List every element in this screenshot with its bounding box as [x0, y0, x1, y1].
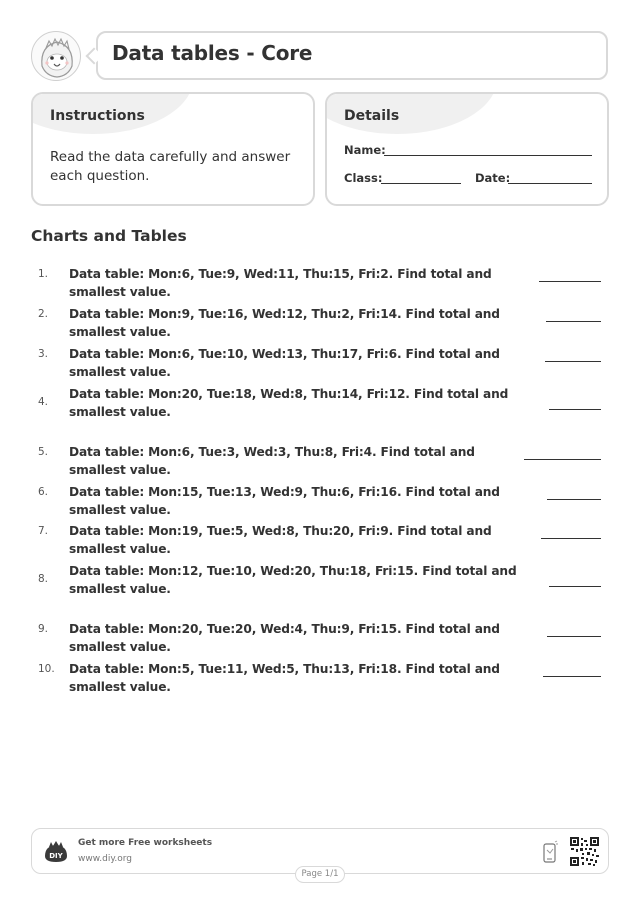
qr-code-icon — [569, 836, 600, 867]
details-heading: Details — [344, 108, 400, 124]
question-item — [31, 522, 603, 556]
answer-line[interactable] — [543, 676, 601, 677]
answer-line[interactable] — [547, 499, 601, 500]
question-text: Data table: Mon:6, Tue:9, Wed:11, Thu:15, Fri:2. Find total and smallest value. — [69, 267, 492, 299]
answer-line[interactable] — [549, 586, 601, 587]
question-number: 1. — [38, 268, 49, 280]
question-item — [31, 660, 603, 694]
instructions-panel — [31, 92, 315, 206]
svg-text:DIY: DIY — [49, 852, 63, 860]
question-text: Data table: Mon:15, Tue:13, Wed:9, Thu:6, Fri:16. Find total and smallest value. — [69, 485, 500, 517]
question-number: 2. — [38, 308, 49, 320]
page-indicator: Page 1/1 — [295, 866, 345, 883]
section-title: Charts and Tables — [31, 227, 187, 245]
question-text: Data table: Mon:20, Tue:18, Wed:8, Thu:14, Fri:12. Find total and smallest value. — [69, 387, 509, 419]
answer-line[interactable] — [524, 459, 601, 460]
question-item — [31, 345, 603, 379]
question-text: Data table: Mon:20, Tue:20, Wed:4, Thu:9, Fri:15. Find total and smallest value. — [69, 622, 500, 654]
answer-line[interactable] — [546, 321, 601, 322]
class-label: Class: — [344, 171, 383, 185]
phone-icon — [542, 840, 559, 864]
question-number: 10. — [38, 663, 55, 675]
footer-url[interactable]: www.diy.org — [78, 854, 132, 864]
details-panel — [325, 92, 609, 206]
instructions-text: Read the data carefully and answer each question. — [50, 149, 291, 184]
answer-line[interactable] — [549, 409, 601, 410]
page-title: Data tables - Core — [112, 41, 313, 65]
answer-line[interactable] — [539, 281, 601, 282]
question-text: Data table: Mon:6, Tue:10, Wed:13, Thu:17, Fri:6. Find total and smallest value. — [69, 347, 500, 379]
diy-logo-icon — [43, 839, 69, 865]
yeti-mascot-icon — [31, 31, 81, 81]
question-number: 6. — [38, 486, 49, 498]
question-item — [31, 562, 603, 600]
question-number: 8. — [38, 573, 49, 585]
answer-line[interactable] — [545, 361, 601, 362]
question-item — [31, 305, 603, 339]
question-item — [31, 620, 603, 654]
instructions-heading: Instructions — [50, 108, 145, 124]
question-number: 4. — [38, 396, 49, 408]
date-label: Date: — [475, 171, 511, 185]
question-item — [31, 265, 603, 299]
class-field[interactable] — [381, 183, 461, 184]
answer-line[interactable] — [547, 636, 601, 637]
question-text: Data table: Mon:5, Tue:11, Wed:5, Thu:13, Fri:18. Find total and smallest value. — [69, 662, 500, 694]
question-number: 3. — [38, 348, 49, 360]
question-number: 5. — [38, 446, 49, 458]
question-number: 9. — [38, 623, 49, 635]
question-item — [31, 443, 603, 477]
question-number: 7. — [38, 525, 49, 537]
footer-promo-text: Get more Free worksheets — [78, 838, 213, 848]
answer-line[interactable] — [541, 538, 601, 539]
name-label: Name: — [344, 143, 386, 157]
question-text: Data table: Mon:6, Tue:3, Wed:3, Thu:8, Fri:4. Find total and smallest value. — [69, 445, 475, 477]
name-field[interactable] — [384, 155, 592, 156]
question-text: Data table: Mon:19, Tue:5, Wed:8, Thu:20, Fri:9. Find total and smallest value. — [69, 524, 492, 556]
question-text: Data table: Mon:9, Tue:16, Wed:12, Thu:2, Fri:14. Find total and smallest value. — [69, 307, 500, 339]
question-item — [31, 385, 603, 423]
question-item — [31, 483, 603, 517]
question-text: Data table: Mon:12, Tue:10, Wed:20, Thu:18, Fri:15. Find total and smallest value. — [69, 564, 517, 596]
date-field[interactable] — [508, 183, 592, 184]
